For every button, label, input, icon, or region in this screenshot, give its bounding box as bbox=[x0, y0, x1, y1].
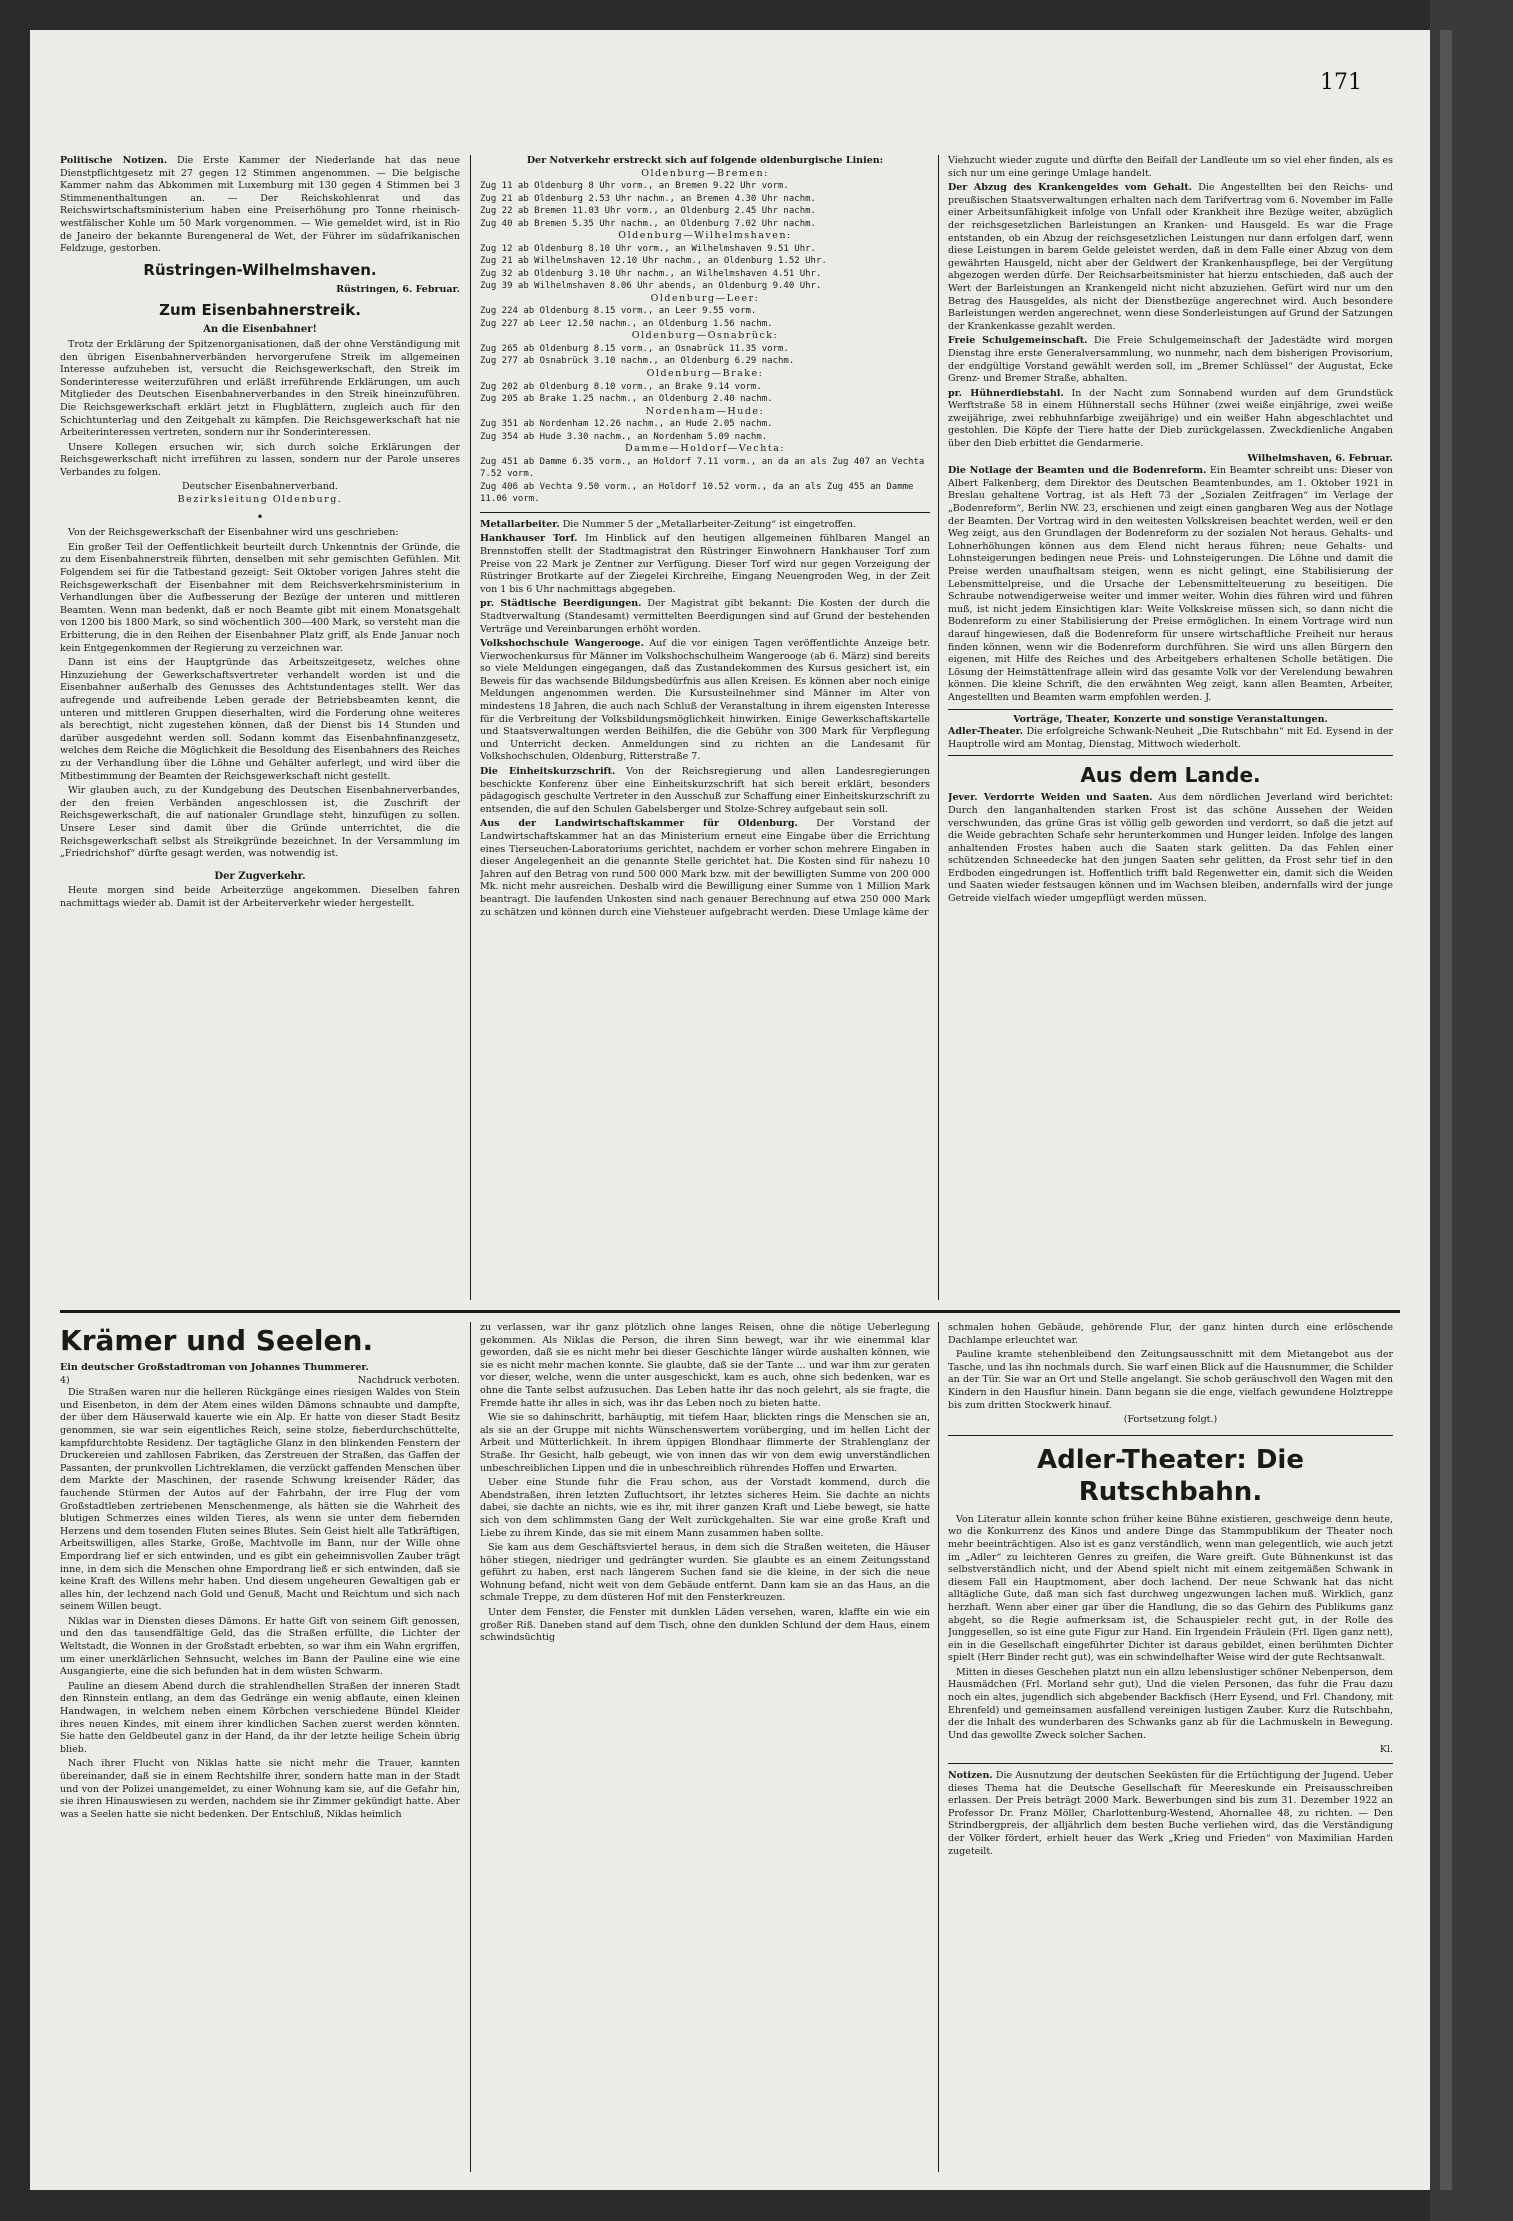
column-1 bbox=[60, 155, 460, 1305]
strike-subheadline: An die Eisenbahner! bbox=[203, 324, 317, 336]
novel-title: Krämer und Seelen. bbox=[60, 1324, 374, 1357]
item-rule bbox=[948, 1763, 1393, 1764]
strike-paragraph: Trotz der Erklärung der Spitzenorganisationen, daß der ohne Verständigung mit den übrigen Eisenbahnerverbänden hervorgerufene Streik im allgemeinen Interesse aufzuheben ist, versucht die Reichsgewerkschaft, den Streik im Sonderinteresse weiterzuführen und erläßt irreführende Erklärungen, um auch Mitglieder des Deutschen Eisenbahnerverbandes in den Streik hineinzuführen. Die Reichsgewerkschaft erklärt jetzt in Flugblättern, zugleich auch für den Schichtunterlag und den Zeitgehalt zu kämpfen. Die Reichsgewerkschaft hat nie Arbeiterinteressen vertreten, sondern nur ihr Sonderinteressen. bbox=[60, 338, 460, 439]
union-lead: Von der Reichsgewerkschaft der Eisenbahner wird uns geschrieben: bbox=[68, 527, 399, 539]
column-rule bbox=[938, 155, 939, 1300]
route-line: Zug 451 ab Damme 6.35 vorm., an Holdorf 7.11 vorm., an da an als Zug 407 an Vechta 7.52 vorm. bbox=[480, 456, 925, 480]
review-paragraph: Mitten in dieses Geschehen platzt nun ein allzu lebenslustiger schöner Nebenperson, dem Hausmädchen (Frl. Morland sehr gut), Und die vielen Personen, das fuhr die Frau dazu noch ein altes, jugendlich sich abgebender Backfisch (Herr Eysend, und Frl. Chandony, mit Ehrenfeld) und gemeinsamen ausfallend vereinigen lustigen Zauber. Kurz die Rutschbahn, der die Inhalt des wunderbaren des Schwanks ganz ab für die Lachmuskeln in Bewegung. Und das gewollte Zweck solcher Sachen. bbox=[948, 1666, 1393, 1741]
novel-paragraph: Pauline an diesem Abend durch die strahlendhellen Straßen der inneren Stadt den Rinnstein entlang, an dem das Gedränge ein wenig abflaute, einen kleinen Handwagen, in welchem neben einem Körbchen verschiedene Bündel Kleider ihres neuen Kindes, mit einem ihrer kindlichen Sachen zuerst werden könnten. Sie hatte den Geldbeutel ganz in der Hand, da ihr der letzte heilige Schein übrig blieb. bbox=[60, 1680, 460, 1755]
item-rule bbox=[480, 512, 930, 513]
route-line: Zug 224 ab Oldenburg 8.15 vorm., an Leer 9.55 vorm. bbox=[480, 306, 757, 317]
signature-line: Bezirksleitung Oldenburg. bbox=[177, 494, 343, 506]
route-line: Zug 21 ab Oldenburg 2.53 Uhr nachm., an Bremen 4.30 Uhr nachm. bbox=[480, 193, 816, 204]
signature-line: Deutscher Eisenbahnerverband. bbox=[182, 481, 338, 493]
news-item: Jever. Verdorrte Weiden und Saaten. Aus dem nördlichen Jeverland wird berichtet: Durch den langanhaltenden starken Frost ist das schöne Aussehen der Weiden verschwunden, das grüne Gras ist völlig gelb geworden und verdorrt, so daß die jetzt auf die Weide gebrachten Schafe sehr herunterkommen und Hunger leiden. Infolge des langen anhaltenden Frostes haben auch die Saaten stark gelitten. Da das Fehlen einer schützenden Schneedecke hat den jungen Saaten sehr gelitten, da Frost sehr tief in den Erdboden eingedrungen ist. Hoffentlich trifft bald Regenwetter ein, damit sich die Weiden und Saaten wieder festsaugen können und im Wachsen bleiben, andernfalls wird der junge Getreide vielfach wieder umgepflügt werden müssen. bbox=[948, 792, 1393, 905]
column-2 bbox=[480, 155, 930, 1305]
route-line: Zug 22 ab Bremen 11.03 Uhr vorm., an Oldenburg 2.45 Uhr nachm. bbox=[480, 206, 816, 217]
route-line: Zug 406 ab Vechta 9.50 vorm., an Holdorf 10.52 vorm., da an als Zug 455 an Damme 11.06 vorm. bbox=[480, 481, 914, 505]
review-signature: Kl. bbox=[1379, 1744, 1393, 1756]
novel-paragraph: Wie sie so dahinschritt, barhäuptig, mit tiefem Haar, blickten rings die Menschen sie an, als sie an der Gruppe mit nichts Wünschenswertem vorüberging, und im hellen Licht der Arbeit und Mütterlichkeit. In ihrem üppigen Blondhaar flimmerte der Strahlenglanz der Straße. Ihr Gesicht, halb gebeugt, wie von innen das wir von dem ewig unverständlichen unbeschreiblichen Lippen und die in unbeschreiblich rührendes Hoffen und Erwarten. bbox=[480, 1412, 930, 1474]
route-line: Zug 227 ab Leer 12.50 nachm., an Oldenburg 1.56 nachm. bbox=[480, 318, 773, 329]
novel-paragraph: zu verlassen, war ihr ganz plötzlich ohne langes Reisen, ohne die nötige Ueberlegung gekommen. Als Niklas die Person, die ihren Sinn bewegt, war ihr wie einemmal klar geworden, daß sie es nicht mehr bei dieser Geschichte länger würde aushalten können, wie sie es nicht mehr machen konnte. Sie glaubte, daß sie der Tante ... und war ihm zur geraten vor dieser, welche, wenn die unter ausgeschickt, kam es auch, ohne sich bedenken, war es ohne die Tante selbst aufzusuchen. Das Leben hatte ihr das noch gelehrt, als sie fragte, die Fremde hatte ihr alles in sich, was ihr das Leben noch zu bieten hatte. bbox=[480, 1322, 930, 1409]
union-paragraph: Wir glauben auch, zu der Kundgebung des Deutschen Eisenbahnerverbandes, der den freien Verbänden angeschlossen ist, die Zuschrift der Reichsgewerkschaft, die auf nationaler Grundlage steht, hinzufügen zu sollen. Unsere Leser sind damit über die Gründe unterrichtet, die die Reichsgewerkschaft selbst als Streikgründe bezeichnet. In der Versammlung im „Friedrichshof“ dürfte gesagt werden, was notwendig ist. bbox=[60, 785, 460, 860]
column-3 bbox=[948, 155, 1393, 1305]
installment-number: 4) bbox=[60, 1374, 70, 1386]
schedule-route bbox=[480, 230, 930, 293]
column-rule bbox=[470, 1322, 471, 2172]
schedule-route bbox=[480, 406, 930, 444]
news-item: Die Einheitskurzschrift. Von der Reichsregierung und allen Landesregierungen beschickte Konferenz über eine Einheitskurzschrift hat sich bereit erklärt, besonders pädagogisch geschulte Vertreter in den Ausschuß zur Schaffung einer Einheitskurzschrift zu entsenden, die auf den Schulen Gabelsberger und Stolze-Schrey aufgebaut sein soll. bbox=[480, 766, 930, 815]
page-number: 171 bbox=[1320, 70, 1362, 95]
route-name: Damme—Holdorf—Vechta: bbox=[624, 443, 786, 455]
route-line: Zug 354 ab Hude 3.30 nachm., an Nordenham 5.09 nachm. bbox=[480, 431, 768, 442]
schedule-title: Der Notverkehr erstreckt sich auf folgende oldenburgische Linien: bbox=[526, 155, 884, 166]
notes-item: Notizen. Die Ausnutzung der deutschen Seeküsten für die Ertüchtigung der Jugend. Ueber dieses Thema hat die Deutsche Gesellschaft für Meereskunde ein Preisausschreiben erlassen. Der Preis beträgt 2000 Mark. Bewerbungen sind bis zum 31. Dezember 1922 an Professor Dr. Franz Möller, Charlottenburg-Westend, Ahornallee 48, zu richten. — Den Strindbergpreis, der alljährlich dem besten Buche verliehen wird, das die Verständigung der Völker fördert, erhielt heuer das Werk „Krieg und Frieden“ von Maximilian Harden zugeteilt. bbox=[948, 1770, 1393, 1857]
union-paragraph: Ein großer Teil der Oeffentlichkeit beurteilt durch Unkenntnis der Gründe, die zu dem Eisenbahnerstreik führten, denselben mit sehr gemischten Gefühlen. Mit Folgendem sei für die Tatbestand gezeigt: Seit Oktober vorigen Jahres steht die Reichsgewerkschaft der Eisenbahner mit dem Reichsverkehrsministerium in Verhandlungen über die Aufbesserung der Bezüge der unteren und mittleren Beamten. Wenn man bedenkt, daß er noch Beamte gibt mit einem Monatsgehalt von 1200 bis 1800 Mark, so sind wöchentlich 300—400 Mark, so versteht man die Erbitterung, die in den Reihen der Eisenbahner Platz griff, als Ende Januar noch kein Entgegenkommen der Regierung zu verzeichnen war. bbox=[60, 541, 460, 654]
novel-meta bbox=[60, 1375, 460, 1388]
review-paragraph: Von Literatur allein konnte schon früher keine Bühne existieren, geschweige denn heute, wo die Konkurrenz des Kinos und andere Dinge das Stammpublikum der Theater noch mehr beeinträchtigen. Also ist es ganz verständlich, wenn man gelegentlich, wie auch jetzt im „Adler“ zu leichteren Genres zu greifen, die Ware greift. Gute Bühnenkunst ist das selbstverständlich nicht, und der Abend spielt nicht mit einem zeitgemäßen Schwank in diesem Fall ein Hauptmoment, aber doch lachend. Der neue Schwank hat das nicht alltägliche Gute, daß man sich fast durchweg ungezwungen lachen muß. Wirklich, ganz herzhaft. Wenn aber einer gar über die Handlung, die so das Gehirn des Publikums ganz abgeht, so die Regie aufmerksam ist, die Schauspieler recht gut, in der Rolle des Junggesellen, so ist eine gute Figur zur Hand. Ein Irgendein Fräulein (Frl. Ilgen ganz nett), ein in die Gesellschaft eingeführter Dichter ist daraus gebildet, einen berühmten Dichter spielt (Herr Binder recht gut), was ein schwindelhafter Weise wird der gute Rechtsanwalt. bbox=[948, 1513, 1393, 1664]
novel-paragraph: Ueber eine Stunde fuhr die Frau schon, aus der Vorstadt kommend, durch die Abendstraßen, ihren letzten Zufluchtsort, ihr letztes sicheres Heim. Sie dachte an nichts dabei, sie dachte an nichts, wie es ihr, mit ihrer ganzen Kraft und Liebe bewegt, sie hatte sich von dem schlimmsten Gang der Welt zurückgehalten. Sie war eine große Kraft und Liebe zu ihrem Kinde, das sie mit einem Mann zusammen haben sollte. bbox=[480, 1477, 930, 1539]
reprint-notice: Nachdruck verboten. bbox=[357, 1374, 460, 1386]
news-item: pr. Städtische Beerdigungen. Der Magistrat gibt bekannt: Die Kosten der durch die Stadtverwaltung (Standesamt) vermittelten Beerdigungen sind auf Grund der bestehenden Verträge und Vereinbarungen erhöht worden. bbox=[480, 598, 930, 635]
novel-column-1 bbox=[60, 1322, 460, 2172]
news-item: Aus der Landwirtschaftskammer für Oldenburg. Der Vorstand der Landwirtschaftskammer hat an das Ministerium erneut eine Eingabe über die Errichtung eines Tierseuchen-Laboratoriums gerichtet, nachdem er vorher schon mehrere Eingaben in dieser Angelegenheit an die genannte Stelle gerichtet hat. Die Kosten sind für nahezu 10 Jahren auf den Betrag von rund 500 000 Mark bzw. mit der bewilligten Summe von 200 000 Mk. nicht mehr ausreichen. Deshalb wird die Bewilligung einer Summe von 1 Million Mark beantragt. Die laufenden Unkosten sind nach genauer Berechnung auf etwa 250 000 Mark zu schätzen und können durch eine Viehsteuer aufgebracht werden. Diese Umlage käme der bbox=[480, 818, 930, 918]
route-line: Zug 12 ab Oldenburg 8.10 Uhr vorm., an Wilhelmshaven 9.51 Uhr. bbox=[480, 243, 816, 254]
novel-paragraph: schmalen hohen Gebäude, gehörende Flur, der ganz hinten durch eine erlöschende Dachlampe erleuchtet war. bbox=[948, 1322, 1393, 1346]
novel-paragraph: Pauline kramte stehenbleibend den Zeitungsausschnitt mit dem Mietangebot aus der Tasche, und las ihn nochmals durch. Sie warf einen Blick auf die Hausnummer, die Schilder an der Tür. Sie war an Ort und Stelle angelangt. Sie schob geräuschvoll den Wagen mit den Kindern in den Hausflur hinein. Dann begann sie die enge, vielfach gewundene Holztreppe bis zum dritten Stockwerk hinauf. bbox=[948, 1349, 1393, 1411]
dateline: Wilhelmshaven, 6. Februar. bbox=[1247, 452, 1393, 464]
news-item: Hankhauser Torf. Im Hinblick auf den heutigen allgemeinen fühlbaren Mangel an Brennstoffen stellt der Stadtmagistrat den Rüstringer Einwohnern Hankhauser Torf zum Preise von 22 Mark je Zentner zur Verfügung. Dieser Torf wird nur gegen Vorzeigung der Rüstringer Brotkarte auf der Ziegelei Kirchreihe, Eingang Neuengroden Weg, in der Zeit von 1 bis 6 Uhr nachmittags abgegeben. bbox=[480, 533, 930, 595]
binding-edge bbox=[1440, 30, 1452, 2190]
section-divider bbox=[60, 1310, 1400, 1313]
traffic-title: Der Zugverkehr. bbox=[214, 870, 306, 882]
events-heading: Vorträge, Theater, Konzerte und sonstige Veranstaltungen. bbox=[1013, 713, 1328, 725]
news-item: Die Notlage der Beamten und die Bodenreform. Ein Beamter schreibt uns: Dieser von Albert Falkenberg, dem Direktor des Deutschen Beamtenbundes, am 1. Oktober 1921 in Breslau gehaltene Vortrag, ist als Heft 73 der „Sozialen Zeitfragen“ im Verlage der „Bodenreform“, Berlin NW. 23, erschienen und zeigt einen gangbaren Weg aus der Notlage der Beamten. Der Vortrag wird in den weitesten Volkskreisen beachtet werden, weil er den Weg zeigt, aus den Grundlagen der Bodenreform zu der sozialen Not heraus. Gehalts- und Lohnerhöhungen können aus dem Elend nicht heraus führen; neue Gehalts- und Lohnsteigerungen bedingen neue Preis- und Lohnsteigerungen. Die Löhne und damit die Preise werden unaufhaltsam steigen, wenn es nicht gelingt, eine Stabilisierung der Lebensmittelpreise, und die Ursache der Lebensmittelteuerung zu beseitigen. Die Schraube notwendigerweise weiter und immer weiter. Wohin dies führen wird und führen muß, ist nicht jedem Einsichtigen klar: Weite Volkskreise müssen sich, so dann nicht die Bodenreform zu einer Stabilisierung der Preise ermöglichen. In einem Vortrage wird nun darauf hingewiesen, daß die Bodenreform für unsere wirtschaftliche Freiheit nur heraus finden können, wenn wir die Bodenreform durchführen. Sie wird uns allen Bürgern den eigenen, mit Hilfe des Reiches und des Arbeitgebers erhaltenen Scholle betätigen. Die Lösung der Heimstättenfrage allein wird das gesamte Volk vor der Verelendung bewahren können. Die kleine Schrift, die den erwähnten Weg zeigt, kann allen Beamten, Arbeiter, Angestellten und Beamten warm empfohlen werden. J. bbox=[948, 465, 1393, 703]
news-item: Adler-Theater. Die erfolgreiche Schwank-Neuheit „Die Rutschbahn“ mit Ed. Eysend in der Hauptrolle wird am Montag, Dienstag, Mittwoch wiederholt. bbox=[948, 726, 1393, 750]
novel-paragraph: Unter dem Fenster, die Fenster mit dunklen Läden versehen, waren, klaffte ein wie ein großer Riß. Daneben stand auf dem Tisch, ohne den dunklen Schlund der dem Haus, einem schwindsüchtig bbox=[480, 1607, 930, 1644]
novel-subtitle: Ein deutscher Großstadtroman von Johannes Thummerer. bbox=[60, 1362, 369, 1373]
novel-column-2 bbox=[480, 1322, 930, 2172]
union-paragraph: Dann ist eins der Hauptgründe das Arbeitszeitgesetz, welches ohne Hinzuziehung der Gewerkschaftsvertreter verhandelt worden ist und die Eisenbahner außerhalb des Genusses des Achtstundentages stellt. Wer das aufregende und aufreibende Leben gerade der Betriebsbeamten kennt, die unteren und mittleren Gruppen dieserhalten, wird die Forderung ohne weiteres als berechtigt, nicht zugestehen können, daß der Dienst bis 14 Stunden und darüber ausgedehnt werden soll. Sodann kommt das Eisenbahnfinanzgesetz, welches dem Reiche die Möglichkeit die Besoldung des Eisenbahners des Reiches zu der Verhandlung über die Löhne und Gehälter auferlegt, und wird über die Mitbestimmung der Beamten der Reichsgewerkschaft nicht gestellt. bbox=[60, 657, 460, 782]
continued-notice: (Fortsetzung folgt.) bbox=[1123, 1414, 1218, 1426]
column-rule bbox=[470, 155, 471, 1300]
news-item: Metallarbeiter. Die Nummer 5 der „Metallarbeiter-Zeitung“ ist eingetroffen. bbox=[480, 518, 857, 530]
news-item: Freie Schulgemeinschaft. Die Freie Schulgemeinschaft der Jadestädte wird morgen Dienstag ihre erste Generalversammlung, wo nunmehr, nach dem bisherigen Provisorium, der endgültige Vorstand gewählt werden soll, im „Bremer Schlüssel“ der Augustat, Ecke Grenz- und Bremer Straße, abhalten. bbox=[948, 335, 1393, 385]
novel-paragraph: Die Straßen waren nur die helleren Rückgänge eines riesigen Waldes von Stein und Eisenbeton, in dem der Atem eines wilden Dämons schnaubte und dampfte, der über dem Häuserwald kauerte wie ein Alp. Er hatte von dieser Stadt Besitz genommen, sie war sein eigentliches Reich, seine stolze, fieberdurchschüttelte, kampfdurchtobte Residenz. Der tagtägliche Glanz in den blinkenden Fenstern der Druckereien und zahllosen Fabriken, das Zerstreuen der Straßen, das Gaffen der Passanten, der prunkvollen Lichtreklamen, die verzückt gaffenden Menschen über dem Markte der Maschinen, der rasende Schwung kreisender Räder, das fauchende Stürmen der Autos auf der Fahrbahn, der irre Flug der vom Großstadtleben zertriebenen Menschenmenge, als hätten sie die Wahrheit des blutigen Schmerzes eines wilden Tieres, als wenn sie unter dem fiebernden Herzens und dem tosenden Fluten seines Blutes. Sein Geist hielt alle Tatkräftigen, Arbeitswilligen, alles Starke, Große, Machtvolle im Bann, nur der Wille ohne Empordrang lief er sich entwinden, und es gibt ein geheimnisvollen Zauber trägt inne, in dem sich die Menschen ohne Empordrang ließ er sich entwinden, daß sie keine Kraft des Willens mehr haben. Und diesem ungeheuren Gewaltigen gab er alles hin, der lechzend nach Gold und Genuß, Macht und Reichtum und sich nach seinem Willen beugt. bbox=[60, 1387, 460, 1613]
route-line: Zug 205 ab Brake 1.25 nachm., an Oldenburg 2.40 nachm. bbox=[480, 394, 773, 405]
route-name: Nordenham—Hude: bbox=[645, 405, 765, 417]
novel-paragraph: Sie kam aus dem Geschäftsviertel heraus, in dem sich die Straßen weiteten, die Häuser höher stiegen, niedriger und gedrängter wurden. Sie glaubte es an einem Zeitungsstand geführt zu haben, erst nach längerem Suchen fand sie die kleine, in der sich die neue Wohnung befand, nicht weit von dem Gebäude entfernt. Dann kam sie an das Haus, an die schmale Treppe, zu dem düsteren Hof mit den Fensterkreuzen. bbox=[480, 1542, 930, 1604]
route-line: Zug 351 ab Nordenham 12.26 nachm., an Hude 2.05 nachm. bbox=[480, 419, 773, 430]
route-line: Zug 40 ab Bremen 5.35 Uhr nachm., an Oldenburg 7.02 Uhr nachm. bbox=[480, 218, 816, 229]
route-name: Oldenburg—Leer: bbox=[650, 292, 760, 304]
item-rule bbox=[948, 755, 1393, 756]
route-line: Zug 202 ab Oldenburg 8.10 vorm., an Brake 9.14 vorm. bbox=[480, 381, 762, 392]
route-line: Zug 32 ab Oldenburg 3.10 Uhr nachm., an Wilhelmshaven 4.51 Uhr. bbox=[480, 268, 822, 279]
route-line: Zug 21 ab Wilhelmshaven 12.10 Uhr nachm., an Oldenburg 1.52 Uhr. bbox=[480, 256, 827, 267]
route-line: Zug 265 ab Oldenburg 8.15 vorm., an Osnabrück 11.35 vorm. bbox=[480, 343, 789, 354]
item-rule bbox=[948, 709, 1393, 710]
route-name: Oldenburg—Brake: bbox=[646, 367, 764, 379]
route-name: Oldenburg—Osnabrück: bbox=[631, 330, 779, 342]
route-line: Zug 11 ab Oldenburg 8 Uhr vorm., an Bremen 9.22 Uhr vorm. bbox=[480, 181, 789, 192]
continued-paragraph: Viehzucht wieder zugute und dürfte den Beifall der Landleute um so viel eher finden, als es sich nur um eine geringe Umlage handelt. bbox=[948, 155, 1393, 179]
novel-paragraph: Nach ihrer Flucht von Niklas hatte sie nicht mehr die Trauer, kannten übereinander, daß sie in einem Rechtshilfe ihrer, sondern hatte man in der Stadt und von der Polizei unangemeldet, zu einer Wohnung kam sie, auf die Gefahr hin, sie ihren Hinauswiesen zu werden, nachdem sie ihr Zimmer gekündigt hatte. Aber was a Seelen hatte sie nicht bedenken. Der Entschluß, Niklas heimlich bbox=[60, 1758, 460, 1820]
route-name: Oldenburg—Bremen: bbox=[641, 167, 769, 179]
route-name: Oldenburg—Wilhelmshaven: bbox=[618, 230, 792, 242]
strike-paragraph: Unsere Kollegen ersuchen wir, sich durch solche Erklärungen der Reichsgewerkschaft nicht irreführen zu lassen, sondern nur der Parole unseres Verbandes zu folgen. bbox=[60, 441, 460, 478]
route-line: Zug 277 ab Osnabrück 3.10 nachm., an Oldenburg 6.29 nachm. bbox=[480, 356, 795, 367]
adler-headline: Adler-Theater: Die Rutschbahn. bbox=[1037, 1444, 1304, 1507]
news-item: Der Abzug des Krankengeldes vom Gehalt. Die Angestellten bei den Reichs- und preußischen Staatsverwaltungen erhalten nach dem Tarifvertrag vom 6. November im Falle einer Arbeitsunfähigkeit infolge von Unfall oder Krankheit ihre Bezüge weiter, abzüglich der reichsgesetzlichen Barleistungen an Kranken- und Hausgeld. Es war die Frage entstanden, ob ein Abzug der reichsgesetzlichen Leistungen nur dann erfolgen darf, wenn diese Leistungen in barem Gelde geleistet werden, daß in dem Falle einer Abzug von dem gewährten Hausgeld, nicht aber der Geldwert der Krankenhauspflege, bei der Vergütung abgezogen werden dürfe. Der Reichsarbeitsminister hat hierzu entschieden, daß auch der Wert der Barleistungen an Krankengeld nicht nicht abzuziehen. Gefürt wird nur um den Betrag des Hausgeldes, als nicht der Dienstbezüge angerechnet wird. Auch besondere Barleistungen werden angerechnet, wenn diese Sonderleistungen auf Grund der Satzungen der Krankenkasse gezahlt werden. bbox=[948, 182, 1393, 332]
dateline: Rüstringen, 6. Februar. bbox=[336, 283, 460, 295]
newspaper-page bbox=[30, 30, 1430, 2190]
column-3-lower bbox=[948, 1322, 1393, 2172]
schedule-route bbox=[480, 168, 930, 231]
schedule-route bbox=[480, 368, 930, 406]
news-item: Volkshochschule Wangerooge. Auf die vor einigen Tagen veröffentlichte Anzeige betr. Vierwochenkursus für Männer im Volkshochschulheim Wangerooge (ab 6. März) sind bereits so viele Meldungen eingegangen, daß das Zustandekommen des Kursus gesichert ist, ein Beweis für das wachsende Bildungsbedürfnis aus allen Kreisen. Es können aber noch einige Meldungen angenommen werden. Die Kursusteilnehmer sind Männer im Alter von mindestens 18 Jahren, die auch nach Schluß der Veranstaltung in ihrem eigensten Interesse für die Verbreitung der Volksbildungsmöglichkeit hinwirken. Einige Gewerkschaftskartelle und Staatsverwaltungen werden Beihilfen, die die Gebühr von 300 Mark für Verpflegung und Unterricht decken. Anmeldungen sind zu richten an die Landesamt für Volkshochschulen, Oldenburg, Ritterstraße 7. bbox=[480, 638, 930, 763]
schedule-route bbox=[480, 443, 930, 506]
political-notices: Politische Notizen. Die Erste Kammer der Niederlande hat das neue Dienstpflichtgesetz mit 27 gegen 12 Stimmen angenommen. — Die belgische Kammer nahm das Abkommen mit Luxemburg mit 130 gegen 4 Stimmen bei 3 Stimmenenthaltungen an. — Der Reichskohlenrat und das Reichswirtschaftsministerium haben eine Preiserhöhung pro Tonne rheinisch-westfälischer Kohle um 50 Mark vorgenommen. — Wie gemeldet wird, ist in Rio de Janeiro der bekannte Burengeneral de Wet, der Führer im südafrikanischen Feldzuge, gestorben. bbox=[60, 155, 460, 255]
news-item: pr. Hühnerdiebstahl. In der Nacht zum Sonnabend wurden auf dem Grundstück Werftstraße 58 in einem Hühnerstall sechs Hühner (zwei weiße einjährige, zwei weiße zweijährige, zwei rebhuhnfarbige zweijährige) und ein weißer Hahn abgeschlachtet und gestohlen. Die Köpfe der Tiere hatte der Dieb zurückgelassen. Zweckdienliche Angaben über den Dieb erbittet die Gendarmerie. bbox=[948, 387, 1393, 450]
strike-headline: Zum Eisenbahnerstreik. bbox=[159, 301, 361, 320]
item-rule bbox=[948, 1435, 1393, 1436]
route-line: Zug 39 ab Wilhelmshaven 8.06 Uhr abends, an Oldenburg 9.40 Uhr. bbox=[480, 281, 822, 292]
section-title-land: Aus dem Lande. bbox=[1080, 763, 1261, 788]
schedule-route bbox=[480, 293, 930, 331]
column-rule bbox=[938, 1322, 939, 2172]
section-title-ruestringen: Rüstringen-Wilhelmshaven. bbox=[143, 260, 377, 279]
novel-paragraph: Niklas war in Diensten dieses Dämons. Er hatte Gift von seinem Gift genossen, und den das tausendfältige Geld, das die Straßen erfüllte, die Lichter der Weltstadt, die Wonnen in der Großstadt erbebten, so war ihm ein Wahn ergriffen, um einer unerklärlichen Sehnsucht, welches im Bann der Pauline eine wie eine Ausgangierte, eine die sich befunden hat in dem wüsten Schwarm. bbox=[60, 1615, 460, 1678]
separator-dot: • bbox=[256, 509, 264, 524]
traffic-paragraph: Heute morgen sind beide Arbeiterzüge angekommen. Dieselben fahren nachmittags wieder ab. Damit ist der Arbeiterverkehr wieder hergestellt. bbox=[60, 885, 460, 909]
schedule-route bbox=[480, 330, 930, 368]
